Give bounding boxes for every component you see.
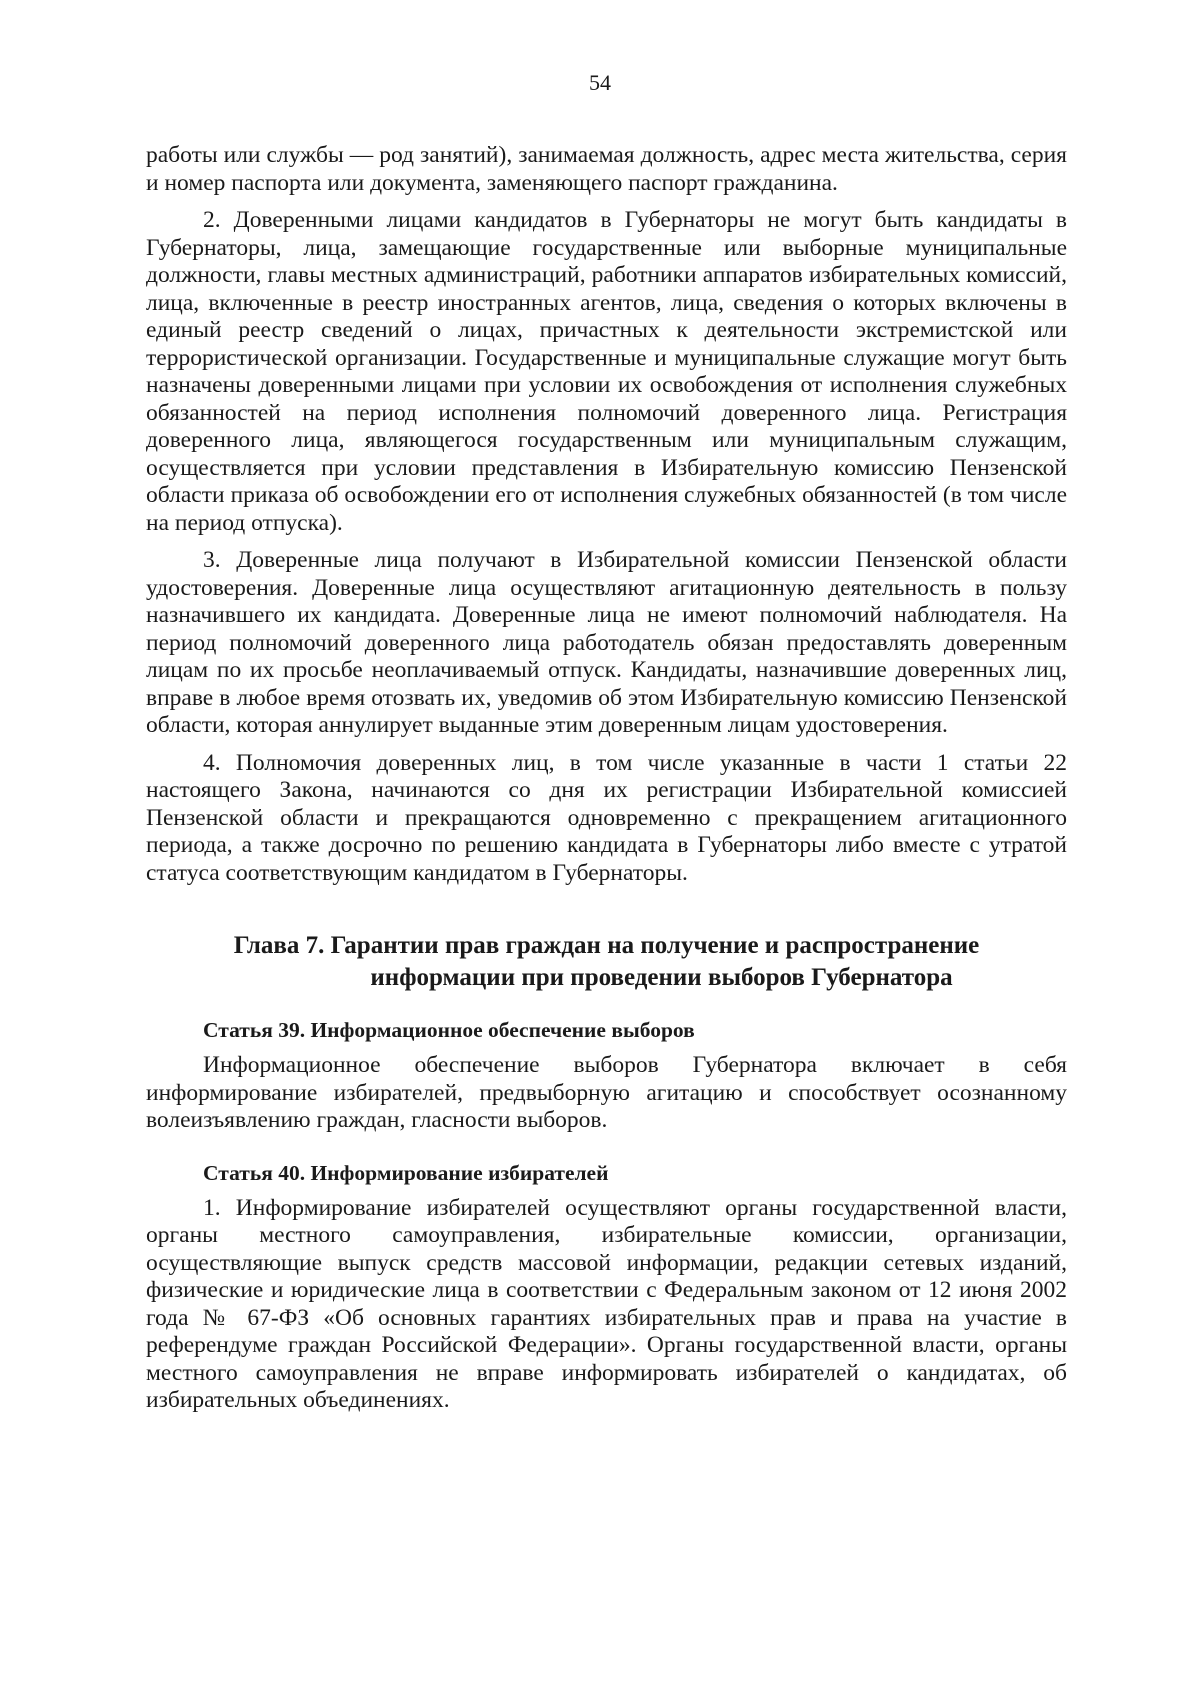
page-number: 54 — [589, 70, 611, 95]
chapter-7-title-line-2: информации при проведении выборов Губернатора — [370, 964, 953, 991]
document-body — [146, 142, 1067, 1415]
article-38-item-4: 4. Полномочия доверенных лиц, в том числе указанные в части 1 статьи 22 настоящего Закона, начинаются со дня их регистрации Избирательной комиссией Пензенской области и прекращаются одновременно с прекращением агитационного периода, а также досрочно по решению кандидата в Губернаторы либо вместе с утратой статуса соответствующим кандидатом в Губернаторы. — [146, 749, 1067, 886]
article-39-title: Статья 39. Информационное обеспечение выборов — [203, 1018, 695, 1042]
article-38-item-2: 2. Доверенными лицами кандидатов в Губернаторы не могут быть кандидаты в Губернаторы, лица, замещающие государственные или выборные муниципальные должности, главы местных администраций, работники аппаратов избирательных комиссий, лица, включенные в реестр иностранных агентов, лица, сведения о которых включены в единый реестр сведений о лицах, причастных к деятельности экстремистской или террористической организации. Государственные и муниципальные служащие могут быть назначены доверенными лицами при условии их освобождения от исполнения служебных обязанностей на период исполнения полномочий доверенного лица. Регистрация доверенного лица, являющегося государственным или муниципальным служащим, осуществляется при условии представления в Избирательную комиссию Пензенской области приказа об освобождении его от исполнения служебных обязанностей (в том числе на период отпуска). — [146, 207, 1067, 536]
article-40-title: Статья 40. Информирование избирателей — [203, 1160, 609, 1185]
article-38-item-3: 3. Доверенные лица получают в Избирательной комиссии Пензенской области удостоверения. Доверенные лица осуществляют агитационную деятельность в пользу назначившего их кандидата. Доверенные лица не имеют полномочий наблюдателя. На период полномочий доверенного лица работодатель обязан предоставлять доверенным лицам по их просьбе неоплачиваемый отпуск. Кандидаты, назначившие доверенных лиц, вправе в любое время отозвать их, уведомив об этом Избирательную комиссию Пензенской области, которая аннулирует выданные этим доверенным лицам удостоверения. — [146, 547, 1067, 738]
chapter-7-title-line-1: Глава 7. Гарантии прав граждан на получение и распространение — [233, 932, 980, 959]
chapter-7-heading — [146, 930, 1067, 994]
article-40-item-1: 1. Информирование избирателей осуществляют органы государственной власти, органы местного самоуправления, избирательные комиссии, организации, осуществляющие выпуск средств массовой информации, редакции сетевых изданий, физические и юридические лица в соответствии с Федеральным законом от 12 июня 2002 года № 67-ФЗ «Об основных гарантиях избирательных прав и права на участие в референдуме граждан Российской Федерации». Органы государственной власти, органы местного самоуправления не вправе информировать избирателей о кандидатах, об избирательных объединениях. — [146, 1194, 1067, 1413]
article-39-text: Информационное обеспечение выборов Губернатора включает в себя информирование избирателей, предвыборную агитацию и способствует осознанному волеизъявлению граждан, гласности выборов. — [146, 1052, 1067, 1133]
article-38-paragraph-continued: работы или службы — род занятий), занимаемая должность, адрес места жительства, серия и номер паспорта или документа, заменяющего паспорт гражданина. — [146, 142, 1067, 196]
